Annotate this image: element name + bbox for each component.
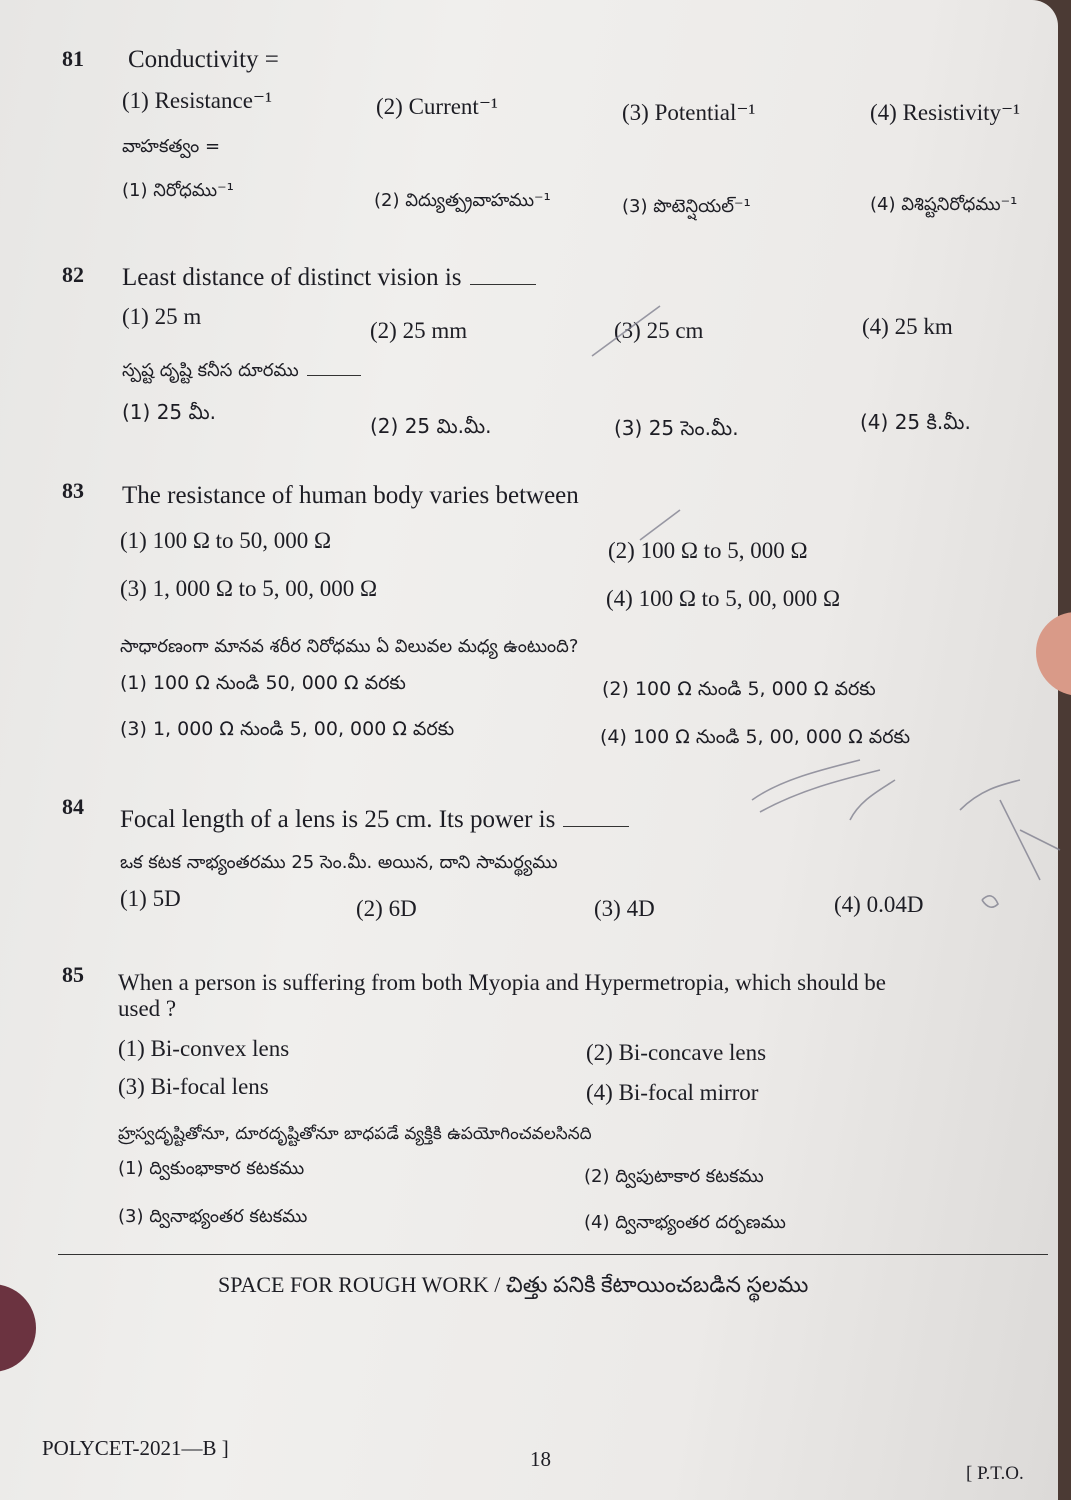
question-number: 84 [62,794,84,819]
scribble [1000,800,1060,880]
tick-mark [640,510,680,540]
option-4[interactable]: (4) 0.04D [834,892,924,917]
option-4[interactable]: (4) Bi-focal mirror [586,1080,759,1105]
option-2[interactable]: (2) 100 Ω to 5, 000 Ω [608,538,808,563]
question-number: 83 [62,478,84,503]
option-2[interactable]: (2) 25 mm [370,318,468,343]
question-text: The resistance of human body varies between [122,482,579,509]
option-1[interactable]: (1) 25 m [122,304,202,329]
option-1[interactable]: (1) 5D [120,886,181,911]
telugu-question-text: హ్రస్వదృష్టితోనూ, దూరదృష్టితోనూ బాధపడే వ్యక్తికి ఉపయోగించవలసినది [118,1124,592,1144]
question-text: Least distance of distinct vision is [122,264,536,292]
telugu-option-3[interactable]: (3) పొటెన్షియల్⁻¹ [622,196,751,217]
page-number: 18 [530,1447,551,1471]
option-4[interactable]: (4) Resistivity⁻¹ [870,100,1021,125]
telugu-question-text: స్పష్ట దృష్టి కనీస దూరము [122,360,361,385]
option-2[interactable]: (2) Bi-concave lens [586,1040,767,1065]
option-3[interactable]: (3) Potential⁻¹ [622,100,756,125]
telugu-option-1[interactable]: (1) నిరోధము⁻¹ [122,180,234,201]
question-text: Conductivity = [128,46,279,73]
telugu-option-3[interactable]: (3) 25 సెం.మీ. [614,416,739,440]
option-3[interactable]: (3) 1, 000 Ω to 5, 00, 000 Ω [120,576,378,601]
telugu-option-1[interactable]: (1) 100 Ω నుండి 50, 000 Ω వరకు [120,672,406,694]
tick-mark [592,306,660,356]
option-1[interactable]: (1) 100 Ω to 50, 000 Ω [120,528,332,553]
scribble [982,896,998,907]
question-number: 82 [62,262,84,287]
telugu-option-2[interactable]: (2) 100 Ω నుండి 5, 000 Ω వరకు [602,678,876,700]
telugu-option-3[interactable]: (3) ద్వినాభ్యంతర కటకము [118,1206,308,1227]
scribble [850,780,1020,820]
option-4[interactable]: (4) 100 Ω to 5, 00, 000 Ω [606,586,841,611]
option-3[interactable]: (3) 25 cm [614,318,704,343]
telugu-option-2[interactable]: (2) ద్విపుటాకార కటకము [584,1166,764,1187]
telugu-option-2[interactable]: (2) విద్యుత్ప్రవాహము⁻¹ [374,190,551,211]
telugu-option-1[interactable]: (1) 25 మీ. [122,400,217,424]
question-text: When a person is suffering from both Myopia and Hypermetropia, which should be [118,970,886,995]
option-2[interactable]: (2) Current⁻¹ [376,94,498,119]
question-number: 85 [62,962,84,987]
telugu-option-4[interactable]: (4) 25 కి.మీ. [860,410,971,434]
option-1[interactable]: (1) Resistance⁻¹ [122,88,272,113]
question-number: 81 [62,46,84,71]
telugu-question-text: వాహకత్వం = [122,136,221,157]
telugu-option-2[interactable]: (2) 25 మి.మీ. [370,414,492,438]
option-1[interactable]: (1) Bi-convex lens [118,1036,290,1061]
question-text-continued: used ? [118,996,177,1021]
question-text: Focal length of a lens is 25 cm. Its power is [120,806,629,834]
telugu-option-3[interactable]: (3) 1, 000 Ω నుండి 5, 00, 000 Ω వరకు [120,718,455,740]
option-3[interactable]: (3) Bi-focal lens [118,1074,269,1099]
option-3[interactable]: (3) 4D [594,896,655,921]
option-2[interactable]: (2) 6D [356,896,417,921]
telugu-option-4[interactable]: (4) విశిష్టనిరోధము⁻¹ [870,194,1018,215]
telugu-option-4[interactable]: (4) ద్వినాభ్యంతర దర్పణము [584,1212,786,1233]
telugu-option-1[interactable]: (1) ద్వికుంభాకార కటకము [118,1158,305,1179]
telugu-option-4[interactable]: (4) 100 Ω నుండి 5, 00, 000 Ω వరకు [600,726,911,748]
paper-code: POLYCET-2021—B ] [42,1436,229,1460]
rough-work-label: SPACE FOR ROUGH WORK / చిత్తు పనికి కేటాయించబడిన స్థలము [218,1272,809,1297]
please-turn-over: [ P.T.O. [966,1463,1024,1484]
option-4[interactable]: (4) 25 km [862,314,953,339]
telugu-question-text: ఒక కటక నాభ్యంతరము 25 సెం.మీ. అయిన, దాని సామర్థ్యము [120,852,558,873]
telugu-question-text: సాధారణంగా మానవ శరీర నిరోధము ఏ విలువల మధ్య ఉంటుంది? [120,636,579,657]
